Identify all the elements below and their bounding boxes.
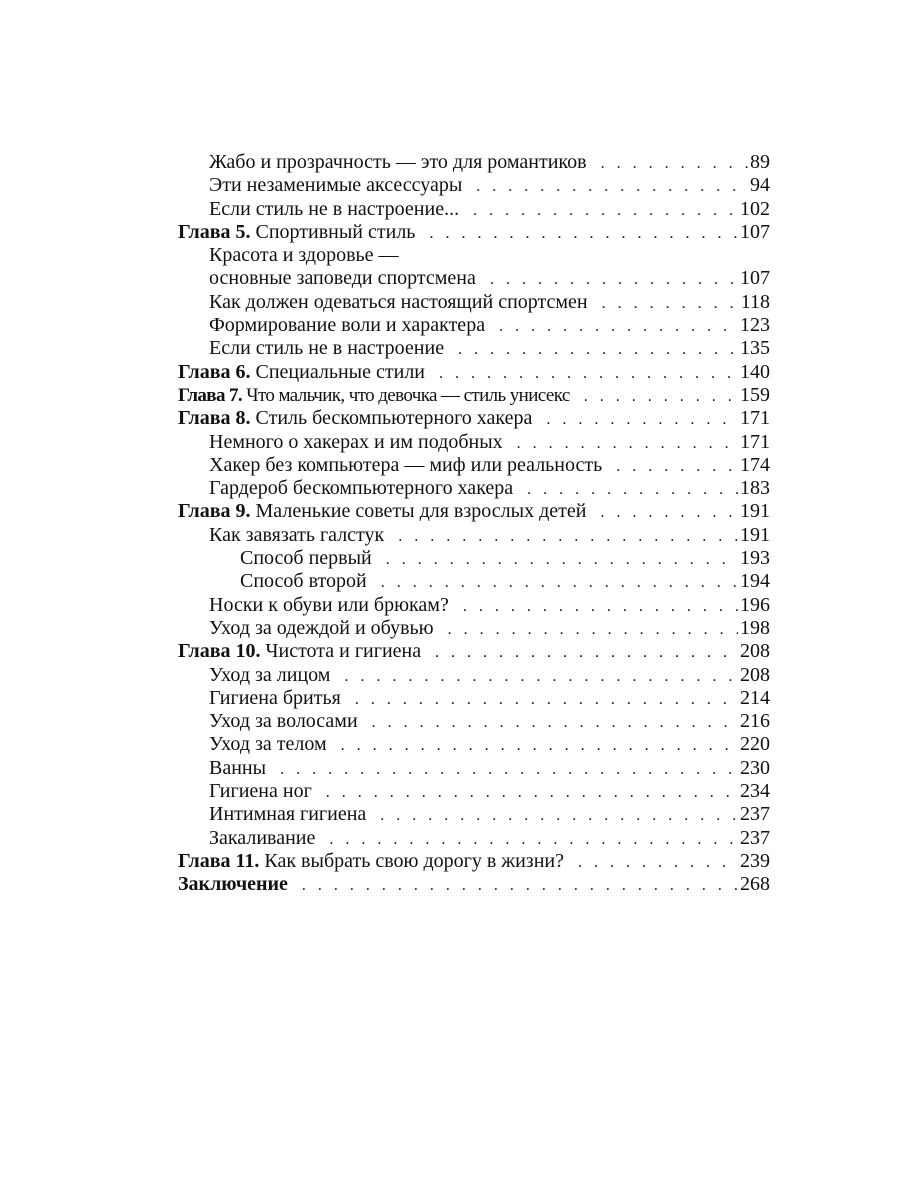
toc-entry-title: [178, 221, 415, 244]
toc-entry: [178, 757, 770, 780]
toc-entry: [178, 827, 770, 850]
toc-entry-title: Уход за волосами: [209, 710, 358, 733]
dot-leader: [344, 665, 738, 688]
toc-entry-title: [178, 361, 425, 384]
toc-entry-page: 193: [740, 547, 770, 570]
toc-entry-title: Носки к обуви или брюкам?: [209, 593, 449, 616]
dot-leader: [326, 781, 738, 804]
toc-entry: [178, 477, 770, 500]
dot-leader: [527, 478, 738, 501]
toc-entry-page: 94: [750, 174, 770, 197]
chapter-label: Глава 7.: [178, 384, 243, 406]
toc-entry-title: Гигиена ног: [209, 780, 312, 803]
toc-chapter-entry: [178, 221, 770, 244]
dot-leader: [380, 804, 738, 827]
dot-leader: [578, 851, 738, 874]
toc-entry-page: 237: [740, 826, 770, 849]
toc-entry-page: 220: [740, 733, 770, 756]
toc-entry-page: 198: [740, 616, 770, 639]
toc-entry-title: Хакер без компьютера — миф или реальность: [209, 453, 603, 476]
toc-entry-title: Способ второй: [240, 570, 367, 593]
dot-leader: [616, 455, 738, 478]
toc-entry-title: [178, 640, 421, 663]
table-of-contents: [178, 151, 770, 897]
toc-entry-page: 234: [740, 780, 770, 803]
toc-entry-title: Уход за телом: [209, 733, 327, 756]
conclusion-label: Заключение: [178, 873, 288, 896]
toc-entry-title: Если стиль не в настроение: [209, 337, 445, 360]
dot-leader: [302, 874, 738, 897]
toc-entry-title: Закаливание: [209, 826, 316, 849]
toc-entry-page: 196: [740, 593, 770, 616]
dot-leader: [463, 595, 738, 618]
toc-chapter-entry: [178, 384, 770, 407]
dot-leader: [280, 758, 738, 781]
toc-entry: [178, 617, 770, 640]
toc-entry-title: Если стиль не в настроение...: [209, 197, 460, 220]
toc-entry-title: Эти незаменимые аксессуары: [209, 174, 463, 197]
toc-entry-page: 107: [740, 220, 770, 243]
toc-entry-page: 237: [740, 803, 770, 826]
dot-leader: [458, 338, 738, 361]
chapter-title: Стиль бескомпьютерного хакера: [255, 407, 533, 430]
toc-entry-title: [178, 500, 586, 523]
dot-leader: [600, 501, 738, 524]
toc-entry: [178, 733, 770, 756]
toc-entry: [178, 337, 770, 360]
toc-entry: [178, 291, 770, 314]
toc-entry-page: 194: [740, 570, 770, 593]
toc-entry-page: 208: [740, 640, 770, 663]
toc-entry-page: 123: [740, 314, 770, 337]
toc-entry-page: 118: [740, 290, 770, 313]
dot-leader: [448, 618, 738, 641]
dot-leader: [499, 315, 738, 338]
dot-leader: [602, 292, 739, 315]
dot-leader: [355, 688, 738, 711]
chapter-label: Глава 6.: [178, 360, 251, 383]
dot-leader: [546, 408, 738, 431]
dot-leader: [341, 734, 738, 757]
dot-leader: [601, 152, 748, 175]
toc-entry: [178, 803, 770, 826]
toc-entry-title: [178, 384, 570, 407]
toc-entry-page: 171: [740, 407, 770, 430]
chapter-label: Глава 8.: [178, 407, 251, 430]
toc-entry: [178, 314, 770, 337]
toc-entry-title: Как должен одеваться настоящий спортсмен: [209, 290, 588, 313]
toc-entry-title: Немного о хакерах и им подобных: [209, 430, 503, 453]
chapter-title: Что мальчик, что девочка — стиль унисекс: [246, 384, 570, 406]
chapter-label: Глава 9.: [178, 500, 251, 523]
toc-entry-title: [178, 407, 532, 430]
toc-entry-page: 174: [740, 453, 770, 476]
toc-entry: [178, 431, 770, 454]
dot-leader: [439, 362, 738, 385]
toc-chapter-entry: [178, 500, 770, 523]
toc-entry-page: 183: [740, 477, 770, 500]
toc-entry-page: 191: [740, 523, 770, 546]
toc-entry-title: Способ первый: [240, 547, 372, 570]
toc-chapter-entry: [178, 407, 770, 430]
dot-leader: [517, 432, 738, 455]
toc-entry-page: 268: [740, 873, 770, 896]
dot-leader: [476, 175, 748, 198]
toc-chapter-entry: [178, 640, 770, 663]
chapter-title: Спортивный стиль: [255, 220, 416, 243]
toc-entry-page: 159: [740, 383, 770, 406]
toc-entry-page: 214: [740, 686, 770, 709]
toc-entry: [178, 174, 770, 197]
dot-leader: [329, 828, 738, 851]
toc-entry: [178, 267, 770, 290]
dot-leader: [435, 641, 738, 664]
toc-entry-page: 140: [740, 360, 770, 383]
toc-entry: [178, 547, 770, 570]
toc-entry-page: 230: [740, 756, 770, 779]
toc-entry: [178, 664, 770, 687]
toc-entry: [178, 524, 770, 547]
toc-entry-title: Уход за одеждой и обувью: [209, 616, 434, 639]
dot-leader: [490, 268, 738, 291]
toc-entry-page: 89: [750, 151, 770, 173]
toc-entry-page: 135: [740, 337, 770, 360]
toc-entry-page: 208: [740, 663, 770, 686]
toc-entry: [178, 198, 770, 221]
toc-entry: [178, 594, 770, 617]
toc-entry-title: Жабо и прозрачность — это для романтиков: [209, 151, 587, 173]
toc-entry-title-line1: Красота и здоровье —: [209, 244, 399, 267]
dot-leader: [381, 571, 738, 594]
toc-entry-page: 239: [740, 849, 770, 872]
toc-chapter-entry: [178, 850, 770, 873]
dot-leader: [584, 385, 738, 408]
toc-entry-title: Гардероб бескомпьютерного хакера: [209, 477, 514, 500]
toc-conclusion-entry: [178, 873, 770, 896]
toc-entry-title: [178, 850, 564, 873]
chapter-label: Глава 10.: [178, 640, 261, 663]
toc-entry: [178, 710, 770, 733]
toc-entry: [178, 570, 770, 593]
toc-entry-page: 216: [740, 710, 770, 733]
toc-entry-page: 107: [740, 267, 770, 290]
toc-entry-title: [178, 873, 288, 896]
toc-entry: [178, 687, 770, 710]
toc-entry-title: Ванны: [209, 756, 267, 779]
toc-entry-page: 191: [740, 500, 770, 523]
dot-leader: [386, 548, 738, 571]
toc-entry-title: основные заповеди спортсмена: [209, 267, 476, 290]
toc-entry-page: 102: [740, 197, 770, 220]
chapter-label: Глава 11.: [178, 849, 260, 872]
dot-leader: [372, 711, 738, 734]
toc-entry-title: Формирование воли и характера: [209, 314, 486, 337]
toc-entry-title: Как завязать галстук: [209, 523, 385, 546]
toc-entry: [178, 454, 770, 477]
chapter-title: Как выбрать свою дорогу в жизни?: [264, 849, 564, 872]
toc-entry: [178, 151, 770, 174]
dot-leader: [429, 222, 738, 245]
chapter-title: Маленькие советы для взрослых детей: [255, 500, 587, 523]
toc-entry-page: 171: [740, 430, 770, 453]
chapter-title: Специальные стили: [255, 360, 426, 383]
toc-entry: [178, 780, 770, 803]
chapter-label: Глава 5.: [178, 220, 251, 243]
dot-leader: [473, 199, 738, 222]
toc-chapter-entry: [178, 361, 770, 384]
toc-entry-title: Гигиена бритья: [209, 686, 341, 709]
chapter-title: Чистота и гигиена: [265, 640, 422, 663]
dot-leader: [398, 525, 738, 548]
toc-entry-title: Интимная гигиена: [209, 803, 367, 826]
toc-entry-title: Уход за лицом: [209, 663, 331, 686]
